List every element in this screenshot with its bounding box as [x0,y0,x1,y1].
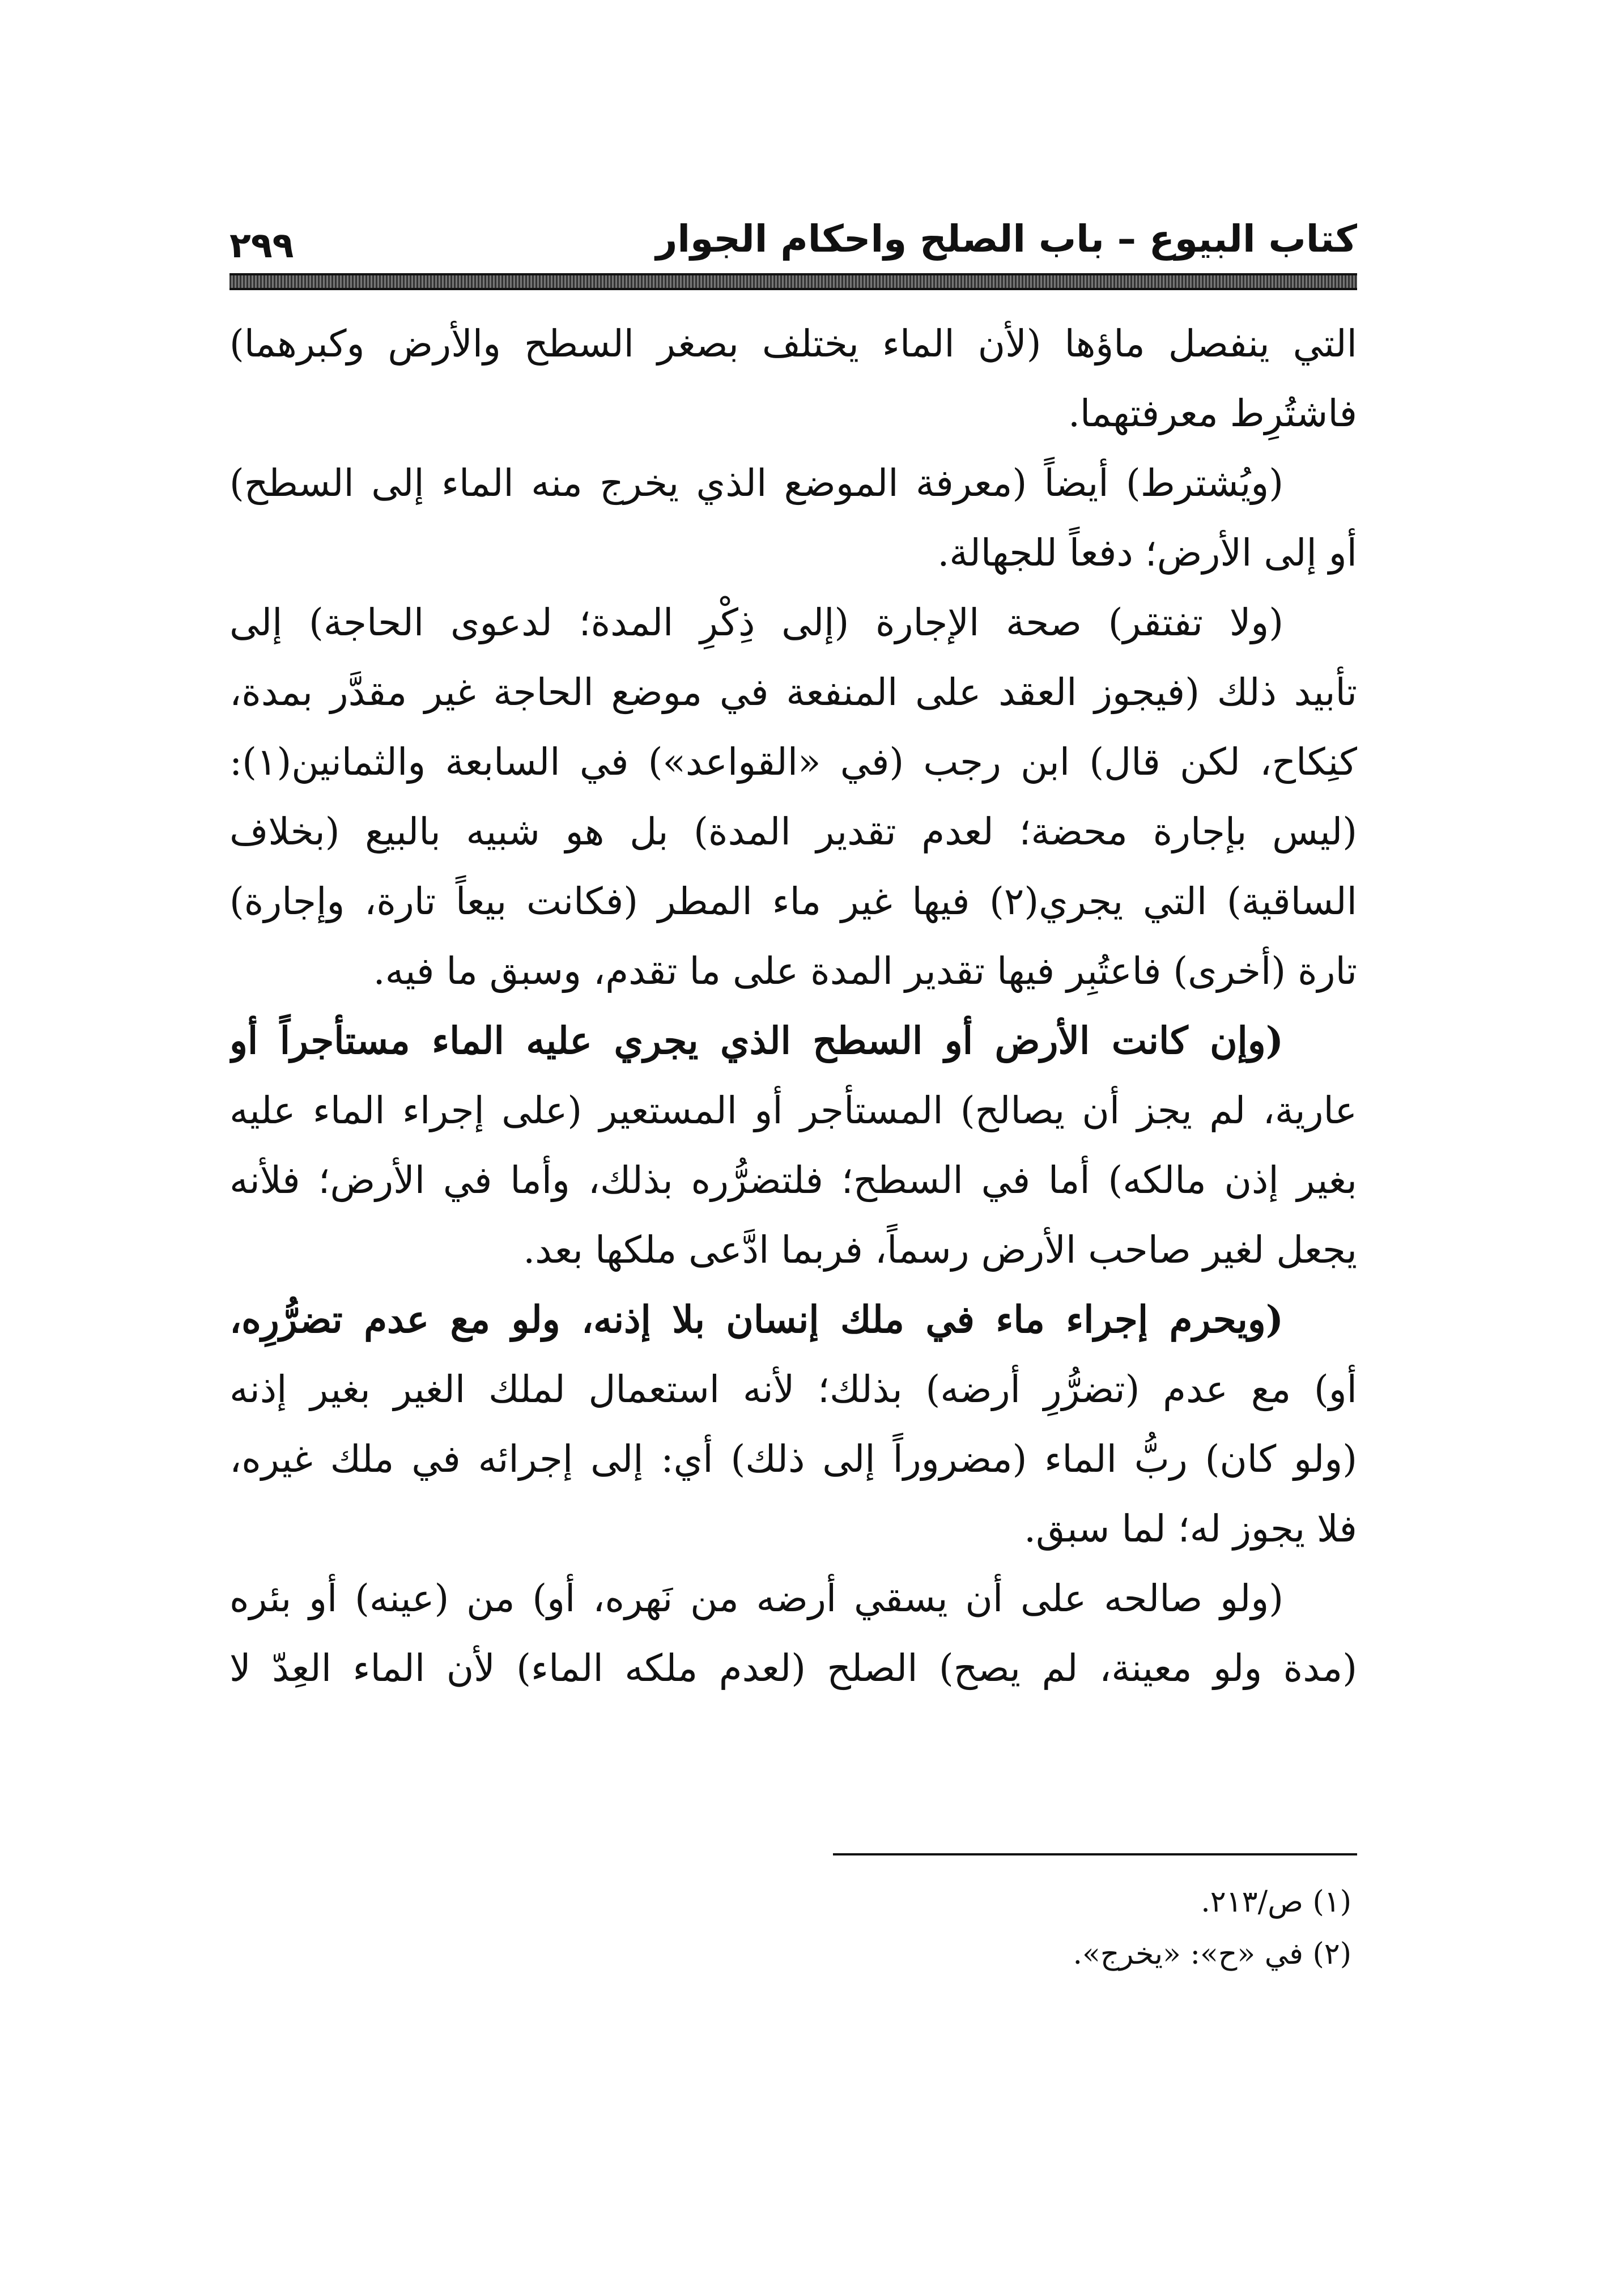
text-line: كنِكاح، لكن قال) ابن رجب (في «القواعد») في السابعة والثمانين(١): [229,740,1357,784]
page-header [229,211,1357,273]
text-line: (ويحرم إجراء ماء في ملك إنسان بلا إذنه، ولو مع عدم تضرُّرِه، [229,1297,1283,1341]
text-line: أو) مع عدم (تضرُّرِ أرضه) بذلك؛ لأنه استعمال لملك الغير بغير إذنه [229,1368,1357,1411]
header-rule [229,273,1357,290]
text-line: (ولا تفتقر) صحة الإجارة (إلى ذِكْرِ المدة؛ لدعوى الحاجة) إلى [229,601,1283,644]
text-line: بغير إذن مالكه) أما في السطح؛ فلتضرُّره بذلك، وأما في الأرض؛ فلأنه [229,1158,1357,1202]
footnote: (١) ص/٢١٣. [1201,1885,1351,1919]
text-line: (وإن كانت الأرض أو السطح الذي يجري عليه الماء مستأجراً أو [229,1018,1283,1063]
text-line: تارة (أخرى) فاعتُبِر فيها تقدير المدة على ما تقدم، وسبق ما فيه. [373,949,1357,993]
text-line: (مدة ولو معينة، لم يصح) الصلح (لعدم ملكه الماء) لأن الماء العِدّ لا [229,1646,1357,1690]
text-line: يجعل لغير صاحب الأرض رسماً، فربما ادَّعى ملكها بعد. [523,1228,1357,1272]
text-line: فاشتُرِط معرفتهما. [1068,392,1357,435]
text-line: تأبيد ذلك (فيجوز العقد على المنفعة في موضع الحاجة غير مقدَّر بمدة، [229,670,1357,714]
page-number: ٢٩٩ [229,224,294,266]
text-line: (ولو صالحه على أن يسقي أرضه من نَهره، أو) من (عينه) أو بئره [229,1577,1283,1620]
text-line: التي ينفصل ماؤها (لأن الماء يختلف بصغر السطح والأرض وكبرهما) [229,322,1357,366]
text-line: (ليس بإجارة محضة؛ لعدم تقدير المدة) بل هو شبيه بالبيع (بخلاف [229,810,1357,853]
footnote-rule [833,1853,1357,1855]
body-text [229,309,1357,1765]
text-line: الساقية) التي يجري(٢) فيها غير ماء المطر (فكانت بيعاً تارة، وإجارة) [229,880,1357,923]
text-line: أو إلى الأرض؛ دفعاً للجهالة. [937,531,1357,575]
running-title: كتاب البيوع – باب الصلح واحكام الجوار [656,217,1357,261]
text-line: عارية، لم يجز أن يصالح) المستأجر أو المستعير (على إجراء الماء عليه [229,1089,1357,1132]
footnotes [229,1876,1357,1980]
footnote: (٢) في «ح»: «يخرج». [1073,1937,1351,1971]
text-line: فلا يجوز له؛ لما سبق. [1024,1507,1357,1551]
text-line: (ولو كان) ربُّ الماء (مضروراً إلى ذلك) أي: إلى إجرائه في ملك غيره، [229,1437,1357,1481]
text-line: (ويُشترط) أيضاً (معرفة الموضع الذي يخرج منه الماء إلى السطح) [229,461,1283,505]
